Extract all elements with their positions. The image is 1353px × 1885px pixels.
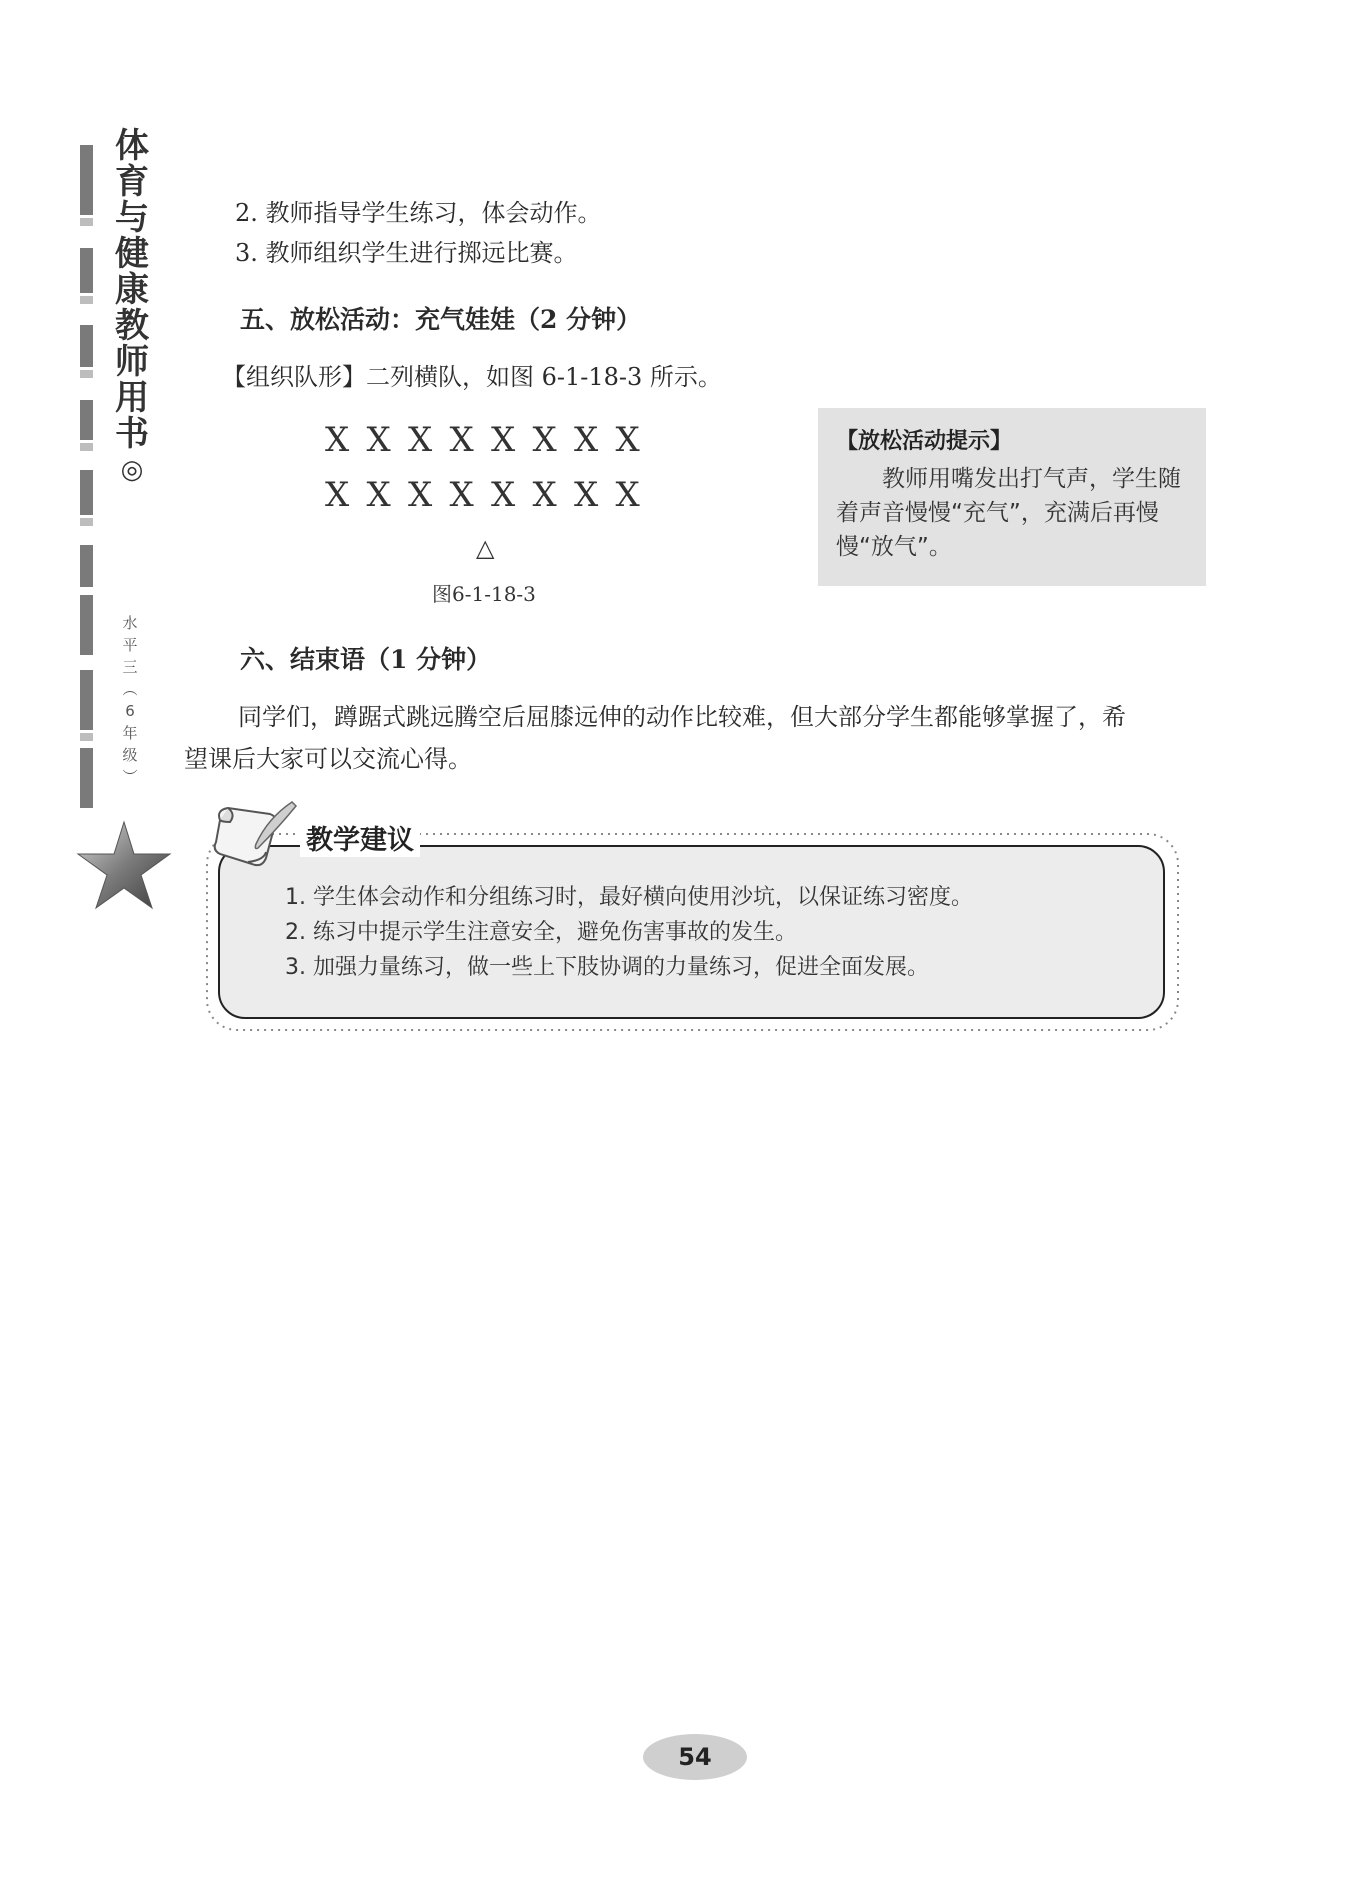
- suggestion-item: 1. 学生体会动作和分组练习时，最好横向使用沙坑，以保证练习密度。: [285, 885, 973, 910]
- tip-body: 教师用嘴发出打气声，学生随着声音慢慢“充气”，充满后再慢慢“放气”。: [836, 466, 1181, 560]
- book-title-char: 教: [115, 306, 149, 346]
- sidebar-bar: [80, 670, 93, 730]
- book-title-char: 育: [115, 162, 149, 202]
- suggestion-item: 3. 加强力量练习，做一些上下肢协调的力量练习，促进全面发展。: [285, 955, 929, 980]
- formation-row-2: [325, 475, 657, 515]
- book-title-char: 体: [115, 126, 149, 166]
- suggestions-title: 教学建议: [300, 818, 420, 857]
- book-title-char: 师: [115, 342, 149, 382]
- student-marker: X: [615, 475, 640, 515]
- sidebar-bar: [80, 748, 93, 808]
- book-title-char: 康: [115, 270, 149, 310]
- figure-caption: 图6-1-18-3: [432, 582, 536, 606]
- tip-title: 【放松活动提示】: [836, 429, 1013, 454]
- grade-level-char: 水: [122, 614, 138, 632]
- step-2: 2. 教师指导学生练习，体会动作。: [235, 199, 602, 227]
- student-marker: X: [366, 420, 391, 460]
- formation-text: 二列横队，如图 6-1-18-3 所示。: [366, 363, 722, 391]
- student-marker: X: [574, 475, 599, 515]
- student-marker: X: [491, 420, 516, 460]
- suggestions-list: [285, 880, 973, 985]
- sidebar-bar: [80, 595, 93, 655]
- book-title-char: 书: [115, 414, 149, 454]
- sidebar-bar: [80, 518, 93, 526]
- sidebar-bar: [80, 218, 93, 226]
- student-marker: X: [449, 475, 474, 515]
- grade-level-label: [117, 612, 143, 788]
- formation-label: 【组织队形】: [222, 363, 366, 391]
- sidebar-bar: [80, 733, 93, 741]
- book-title-char: 健: [115, 234, 149, 274]
- book-title-char: 与: [115, 198, 149, 238]
- section-6-heading: 六、结束语（1 分钟）: [240, 645, 492, 674]
- student-marker: X: [491, 475, 516, 515]
- sidebar-bar: [80, 145, 93, 215]
- sidebar-bar: [80, 248, 93, 293]
- student-marker: X: [325, 475, 350, 515]
- page-number: 54: [643, 1734, 747, 1780]
- student-marker: X: [615, 420, 640, 460]
- closing-line-1: 同学们，蹲踞式跳远腾空后屈膝远伸的动作比较难，但大部分学生都能够掌握了，希: [238, 703, 1126, 731]
- closing-line-2: 望课后大家可以交流心得。: [184, 745, 472, 773]
- formation-line: [222, 360, 722, 394]
- scroll-quill-icon: [208, 800, 304, 872]
- student-marker: X: [408, 420, 433, 460]
- grade-level-char: 6: [125, 702, 135, 720]
- student-marker: X: [574, 420, 599, 460]
- sidebar-bar: [80, 545, 93, 587]
- grade-level-char: 级: [122, 746, 138, 764]
- book-title-char: ◎: [120, 455, 144, 485]
- grade-level-char: ︵: [122, 680, 138, 698]
- sidebar-bar: [80, 325, 93, 367]
- grade-level-char: 平: [122, 636, 138, 654]
- sidebar-bar: [80, 296, 93, 304]
- sidebar-bar: [80, 443, 93, 451]
- star-icon: [76, 820, 172, 910]
- sidebar-bar: [80, 370, 93, 378]
- sidebar-bar: [80, 470, 93, 515]
- grade-level-char: ︶: [122, 768, 138, 786]
- student-marker: X: [532, 420, 557, 460]
- step-3: 3. 教师组织学生进行掷远比赛。: [235, 239, 578, 267]
- relaxation-tip-box: [818, 408, 1206, 586]
- sidebar-bar: [80, 400, 93, 440]
- student-marker: X: [325, 420, 350, 460]
- grade-level-char: 三: [122, 658, 138, 676]
- book-title-char: 用: [115, 378, 149, 418]
- student-marker: X: [532, 475, 557, 515]
- section-5-heading: 五、放松活动：充气娃娃（2 分钟）: [240, 305, 642, 334]
- formation-row-1: [325, 420, 657, 460]
- student-marker: X: [449, 420, 474, 460]
- student-marker: X: [408, 475, 433, 515]
- student-marker: X: [366, 475, 391, 515]
- teacher-marker: △: [476, 534, 495, 562]
- book-title: [112, 128, 152, 488]
- grade-level-char: 年: [122, 724, 138, 742]
- suggestion-item: 2. 练习中提示学生注意安全，避免伤害事故的发生。: [285, 920, 797, 945]
